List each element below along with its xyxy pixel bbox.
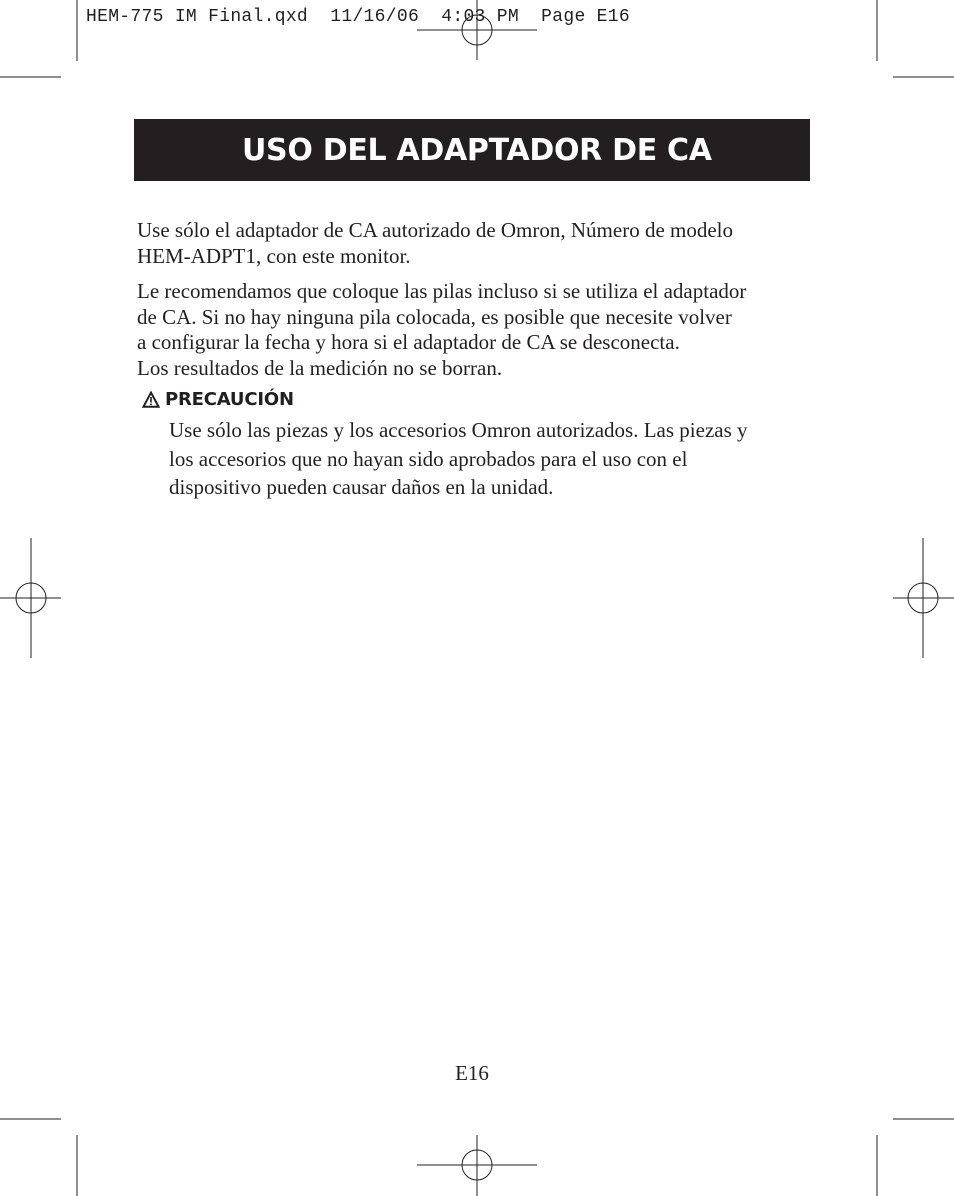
text-line: a configurar la fecha y hora si el adaptador de CA se desconecta. [137,330,680,354]
paragraph-battery-recommendation [137,279,817,381]
caution-label: PRECAUCIÓN [165,389,294,410]
body-text [137,218,817,391]
print-slug-line: HEM-775 IM Final.qxd 11/16/06 4:03 PM Page E16 [86,7,630,27]
section-title: USO DEL ADAPTADOR DE CA [242,132,712,168]
text-line: Le recomendamos que coloque las pilas incluso si se utiliza el adaptador [137,279,747,303]
text-line: HEM-ADPT1, con este monitor. [137,243,411,268]
registration-mark-bottom [417,1135,537,1196]
caution-heading [142,389,294,410]
paragraph-adapter-model [137,218,817,269]
text-line: los accesorios que no hayan sido aprobados para el uso con el [169,446,688,471]
text-line: Use sólo las piezas y los accesorios Omron autorizados. Las piezas y [169,418,748,442]
warning-triangle-icon [142,391,160,408]
text-line: de CA. Si no hay ninguna pila colocada, es posible que necesite volver [137,304,732,329]
text-line: Los resultados de la medición no se borran. [137,355,503,380]
text-line: Use sólo el adaptador de CA autorizado de Omron, Número de modelo [137,218,734,242]
registration-mark-left [0,538,61,658]
registration-mark-right [893,538,954,658]
text-line: dispositivo pueden causar daños en la unidad. [169,475,554,499]
caution-text [169,416,829,502]
page-number: E16 [455,1061,489,1085]
section-title-bar [134,119,810,181]
